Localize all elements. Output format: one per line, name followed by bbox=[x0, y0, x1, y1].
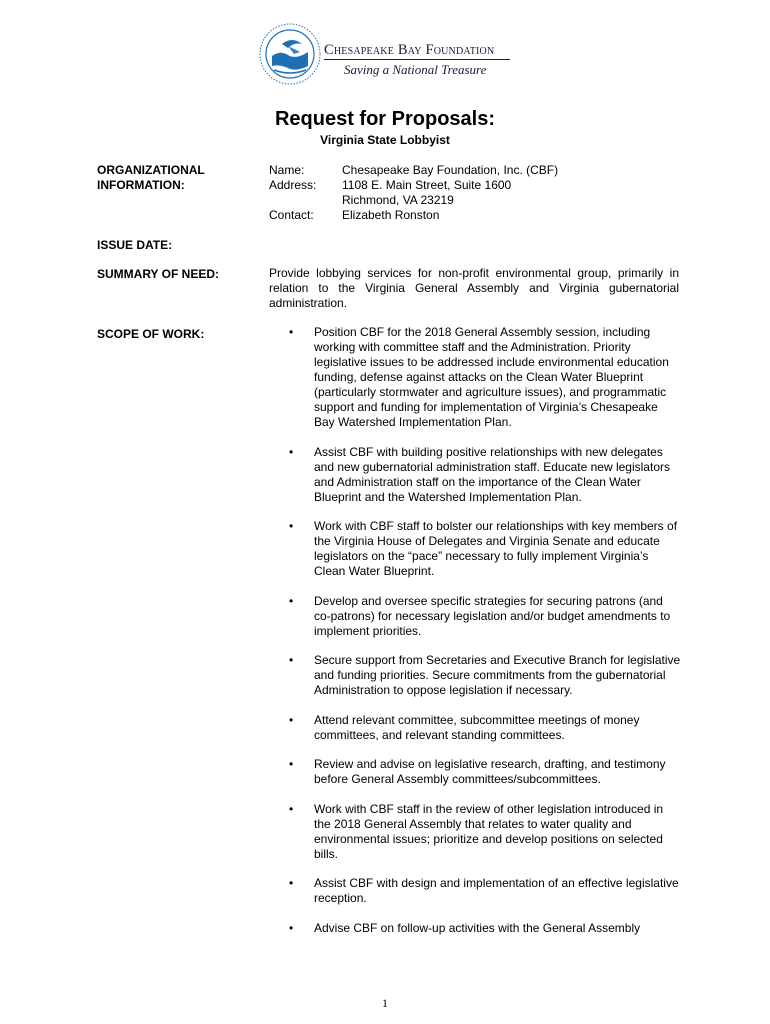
list-item bbox=[269, 921, 681, 936]
list-item bbox=[269, 519, 681, 579]
scope-label: SCOPE OF WORK: bbox=[97, 327, 205, 341]
list-item bbox=[269, 445, 681, 505]
scope-item-text: Review and advise on legislative research, drafting, and testimony before General Assembly committees/subcommittees. bbox=[314, 757, 666, 786]
contact-value: Elizabeth Ronston bbox=[342, 208, 440, 222]
name-key: Name: bbox=[269, 163, 305, 177]
bullet-icon: • bbox=[289, 519, 294, 533]
bullet-icon: • bbox=[289, 876, 294, 890]
summary-label: SUMMARY OF NEED: bbox=[97, 267, 220, 281]
page-title: Request for Proposals: bbox=[274, 108, 496, 130]
scope-item-text: Develop and oversee specific strategies for securing patrons (and co-patrons) for necessary legislation and/or budget amendments to implement priorities. bbox=[314, 593, 671, 638]
summary-text: Provide lobbying services for non-profit environmental group, primarily in relation to the Virginia General Assembly and Virginia gubernatorial administration. bbox=[269, 266, 679, 310]
org-info-label-line2: INFORMATION: bbox=[97, 178, 185, 192]
list-item bbox=[269, 876, 681, 906]
list-item bbox=[269, 802, 681, 862]
list-item bbox=[269, 653, 681, 698]
bullet-icon: • bbox=[289, 593, 294, 608]
issue-date-label: ISSUE DATE: bbox=[97, 238, 173, 252]
bullet-icon: • bbox=[289, 325, 294, 339]
scope-item-text: Attend relevant committee, subcommittee meetings of money committees, and relevant standing committees. bbox=[314, 712, 640, 742]
scope-item-text: Work with CBF staff to bolster our relationships with key members of the Virginia House of Delegates and Virginia Senate and educate legislators on the “pace” necessary to fully implement Virginia’s Clean Water Blueprint. bbox=[314, 519, 678, 578]
org-tagline: Saving a National Treasure bbox=[344, 62, 487, 77]
scope-item-text: Advise CBF on follow-up activities with the General Assembly bbox=[314, 920, 641, 935]
scope-item-text: Assist CBF with building positive relationships with new delegates and new gubernatorial administration staff. Educate new legislators and Administration staff on the importance of the Clean Water Blueprint and the Watershed Implementation Plan. bbox=[314, 444, 670, 504]
bullet-icon: • bbox=[289, 444, 294, 459]
page-number: 1 bbox=[382, 996, 388, 1010]
header-logo bbox=[258, 22, 518, 86]
name-value: Chesapeake Bay Foundation, Inc. (CBF) bbox=[342, 163, 559, 177]
bullet-icon: • bbox=[289, 801, 294, 816]
chesapeake-seal-icon bbox=[258, 22, 322, 86]
org-info-label-line1: ORGANIZATIONAL bbox=[97, 163, 205, 177]
org-name: Chesapeake Bay Foundation bbox=[324, 42, 495, 58]
address-line1: 1108 E. Main Street, Suite 1600 bbox=[342, 178, 512, 192]
logo-divider bbox=[324, 59, 510, 60]
list-item bbox=[269, 325, 681, 430]
scope-item-text: Position CBF for the 2018 General Assembly session, including working with committee staff and the Administration. Priority legislative issues to be addressed include environmental education funding, defense against attacks on the Clean Water Blueprint (particularly stormwater and agriculture issues), and programmatic support and funding for implementation of Virginia’s Chesapeake Bay Watershed Implementation Plan. bbox=[314, 325, 669, 429]
bullet-icon: • bbox=[289, 757, 294, 771]
bullet-icon: • bbox=[289, 712, 294, 727]
bullet-icon: • bbox=[289, 653, 294, 667]
list-item bbox=[269, 757, 681, 787]
org-info-label bbox=[97, 163, 205, 193]
page-subtitle: Virginia State Lobbyist bbox=[320, 133, 450, 147]
list-item bbox=[269, 713, 681, 743]
scope-item-text: Work with CBF staff in the review of other legislation introduced in the 2018 General Assembly that relates to water quality and environmental issues; prioritize and develop positions on selected bills. bbox=[314, 801, 664, 861]
contact-key: Contact: bbox=[269, 208, 314, 222]
address-key: Address: bbox=[269, 178, 317, 192]
bullet-icon: • bbox=[289, 920, 294, 935]
scope-list bbox=[269, 325, 681, 950]
list-item bbox=[269, 594, 681, 639]
scope-item-text: Assist CBF with design and implementation of an effective legislative reception. bbox=[314, 876, 679, 905]
scope-item-text: Secure support from Secretaries and Executive Branch for legislative and funding priorities. Secure commitments from the gubernatorial Administration to oppose legislation if necessary. bbox=[314, 653, 681, 697]
address-line2: Richmond, VA 23219 bbox=[342, 193, 454, 207]
